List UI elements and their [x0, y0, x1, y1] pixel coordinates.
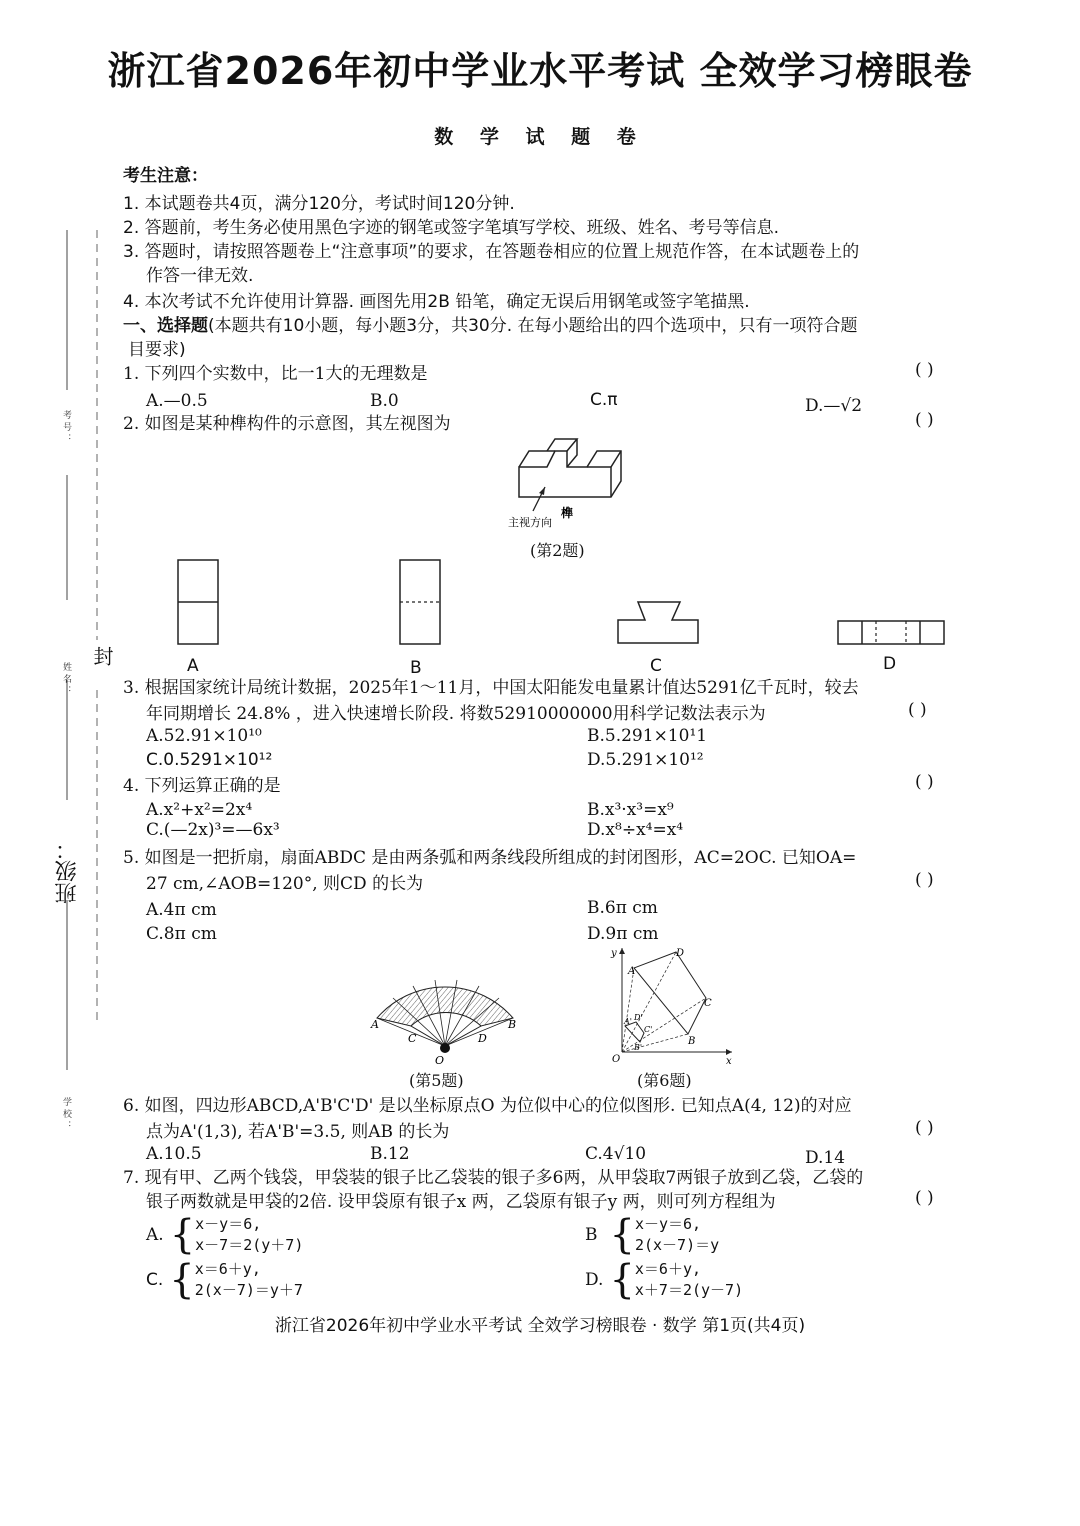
exam-title: 浙江省2026年初中学业水平考试 全效学习榜眼卷 — [107, 49, 973, 93]
q6-point-d: D — [676, 948, 685, 959]
q2-option-a-view[interactable] — [178, 560, 218, 644]
q5-option-a[interactable]: A.4π cm — [146, 900, 217, 920]
q7-stem-2: 银子两数就是甲袋的2倍. 设甲袋原有银子x 两，乙袋原有银子y 两，则可列方程组为 — [146, 1192, 776, 1212]
q7-option-c-eq2: 2(x－7)＝y＋7 — [194, 1281, 303, 1299]
q6-option-b[interactable]: B.12 — [370, 1144, 410, 1164]
q7-option-d[interactable]: D. { x＝6＋y, x＋7＝2(y－7) — [585, 1257, 744, 1303]
margin-label-kaohao: 考 号 ： — [61, 410, 71, 443]
q1-answer-blank[interactable]: ( ) — [915, 360, 934, 380]
q6-coordinate-figure — [600, 940, 740, 1065]
q2-option-b-label: B — [410, 658, 422, 678]
notice-item-3: 3. 答题时，请按照答题卷上“注意事项”的要求，在答题卷相应的位置上规范作答，在本试题卷上的 — [123, 242, 860, 262]
q6-option-c[interactable]: C.4√10 — [585, 1144, 647, 1164]
q7-option-a-label: A. — [146, 1225, 164, 1245]
q3-option-b[interactable]: B.5.291×10¹1 — [587, 726, 708, 746]
q7-option-b-label: B — [585, 1225, 598, 1245]
q7-option-d-eq2: x＋7＝2(y－7) — [634, 1281, 744, 1299]
q3-option-c[interactable]: C.0.5291×10¹² — [146, 750, 273, 770]
q2-option-b-view[interactable] — [400, 560, 440, 644]
q1-option-b[interactable]: B.0 — [370, 391, 399, 411]
q3-stem-2: 年同期增长 24.8% ，进入快速增长阶段. 将数52910000000用科学记数法表示为 — [146, 704, 766, 724]
q7-option-a[interactable]: A. { x－y＝6, x－7＝2(y＋7) — [146, 1212, 304, 1258]
q5-option-d[interactable]: D.9π cm — [587, 924, 659, 944]
q6-point-d-prime: D' — [634, 1013, 643, 1022]
q6-option-d[interactable]: D.14 — [805, 1148, 846, 1168]
q5-option-c[interactable]: C.8π cm — [146, 924, 217, 944]
q5-point-o: O — [435, 1054, 445, 1067]
q2-option-d-label: D — [883, 654, 897, 674]
notice-item-3-cont: 作答一律无效. — [146, 266, 254, 286]
q5-point-a: A — [371, 1018, 379, 1031]
q6-stem-2: 点为A'(1,3), 若A'B'=3.5, 则AB 的长为 — [146, 1122, 450, 1142]
q7-option-c-label: C. — [146, 1270, 164, 1290]
margin-label-xingming: 姓 名 ： — [61, 662, 71, 695]
q5-stem-2: 27 cm,∠AOB=120°, 则CD 的长为 — [146, 874, 424, 894]
q2-tenon-figure — [505, 435, 630, 535]
q4-stem: 4. 下列运算正确的是 — [123, 776, 281, 796]
q7-option-d-label: D. — [585, 1270, 604, 1290]
q2-option-c-view[interactable] — [618, 602, 698, 643]
q4-option-b[interactable]: B.x³·x³=x⁹ — [587, 800, 674, 820]
q7-stem-1: 7. 现有甲、乙两个钱袋，甲袋装的银子比乙袋装的银子多6两，从甲袋取7两银子放到乙袋，乙袋的 — [123, 1168, 864, 1188]
notice-item-4: 4. 本次考试不允许使用计算器. 画图先用2B 铅笔，确定无误后用钢笔或签字笔描黑. — [123, 292, 750, 312]
q6-axis-x: x — [726, 1056, 732, 1065]
margin-label-feng: 封 — [90, 646, 114, 666]
section-desc-cont: 目要求) — [128, 340, 186, 360]
notice-item-1: 1. 本试题卷共4页，满分120分，考试时间120分钟. — [123, 194, 515, 214]
notice-heading: 考生注意： — [123, 166, 208, 186]
q7-option-b[interactable]: B { x－y＝6, 2(x－7)＝y — [585, 1212, 720, 1258]
q6-option-a[interactable]: A.10.5 — [146, 1144, 202, 1164]
section-desc: (本题共有10小题，每小题3分，共30分. 在每小题给出的四个选项中，只有一项符合题 — [208, 316, 858, 336]
q5-point-d: D — [478, 1032, 487, 1045]
exam-subtitle: 数 学 试 题 卷 — [434, 126, 646, 148]
q6-point-c: C — [704, 998, 712, 1009]
q7-option-c-eq1: x＝6＋y, — [194, 1260, 261, 1278]
q2-fig-label-tenon: 榫 — [561, 506, 574, 520]
q4-option-c[interactable]: C.(—2x)³=—6x³ — [146, 820, 280, 840]
page-footer: 浙江省2026年初中学业水平考试 全效学习榜眼卷 · 数学 第1页(共4页) — [274, 1316, 806, 1336]
q1-option-c[interactable]: C.π — [590, 390, 618, 410]
q5-fan-figure — [365, 968, 525, 1068]
q6-stem-1: 6. 如图，四边形ABCD,A'B'C'D' 是以坐标原点O 为位似中心的位似图形. 已知点A(4, 12)的对应 — [123, 1096, 852, 1116]
q6-point-b-prime: B' — [634, 1043, 643, 1052]
q6-figure-caption: (第6题) — [637, 1071, 692, 1090]
q1-option-d[interactable]: D.—√2 — [805, 396, 863, 416]
q5-stem-1: 5. 如图是一把折扇，扇面ABDC 是由两条弧和两条线段所组成的封闭图形，AC=2OC. 已知OA= — [123, 848, 857, 868]
q4-answer-blank[interactable]: ( ) — [915, 772, 934, 792]
q7-option-c[interactable]: C. { x＝6＋y, 2(x－7)＝y＋7 — [146, 1257, 303, 1303]
q1-option-a[interactable]: A.—0.5 — [146, 391, 208, 411]
q2-option-a-label: A — [187, 656, 199, 676]
q7-option-b-eq2: 2(x－7)＝y — [634, 1236, 720, 1254]
q4-option-d[interactable]: D.x⁸÷x⁴=x⁴ — [587, 820, 684, 840]
q5-point-b: B — [508, 1018, 517, 1031]
q2-options-figures — [170, 555, 970, 675]
q5-answer-blank[interactable]: ( ) — [915, 870, 934, 890]
q6-point-a-prime: A' — [624, 1017, 632, 1026]
q1-stem: 1. 下列四个实数中，比一1大的无理数是 — [123, 364, 428, 384]
q6-answer-blank[interactable]: ( ) — [915, 1118, 934, 1138]
notice-item-2: 2. 答题前，考生务必使用黑色字迹的钢笔或签字笔填写学校、班级、姓名、考号等信息. — [123, 218, 780, 238]
q2-fig-label-main: 主视方向 — [508, 516, 552, 529]
q6-origin: O — [612, 1054, 621, 1065]
q2-option-c-label: C — [650, 656, 662, 676]
q5-option-b[interactable]: B.6π cm — [587, 898, 658, 918]
q2-stem: 2. 如图是某种榫构件的示意图，其左视图为 — [123, 414, 451, 434]
q7-option-d-eq1: x＝6＋y, — [634, 1260, 702, 1278]
q6-point-a: A — [628, 966, 636, 977]
q5-figure-caption: (第5题) — [409, 1071, 464, 1090]
q5-point-c: C — [408, 1032, 417, 1045]
q7-option-a-eq1: x－y＝6, — [195, 1215, 262, 1233]
margin-label-xuexiao: 学 校 ： — [61, 1097, 71, 1130]
q2-option-d-view[interactable] — [838, 621, 944, 644]
q6-axis-y: y — [611, 948, 617, 959]
q2-figure-caption: (第2题) — [530, 541, 585, 560]
q6-point-c-prime: C' — [644, 1025, 653, 1034]
q3-option-a[interactable]: A.52.91×10¹⁰ — [146, 726, 262, 746]
q4-option-a[interactable]: A.x²+x²=2x⁴ — [146, 800, 253, 820]
q2-answer-blank[interactable]: ( ) — [915, 410, 934, 430]
q3-stem-1: 3. 根据国家统计局统计数据，2025年1～11月，中国太阳能发电量累计值达5291亿千瓦时，较去 — [123, 678, 859, 698]
section-title: 一、选择题 — [123, 316, 208, 336]
q7-answer-blank[interactable]: ( ) — [915, 1188, 934, 1208]
q3-option-d[interactable]: D.5.291×10¹² — [587, 750, 704, 770]
margin-label-banji: 班级： — [55, 838, 80, 904]
q7-option-b-eq1: x－y＝6, — [634, 1215, 702, 1233]
q3-answer-blank[interactable]: ( ) — [908, 700, 927, 720]
q6-point-b: B — [688, 1036, 696, 1047]
q7-option-a-eq2: x－7＝2(y＋7) — [195, 1236, 304, 1254]
